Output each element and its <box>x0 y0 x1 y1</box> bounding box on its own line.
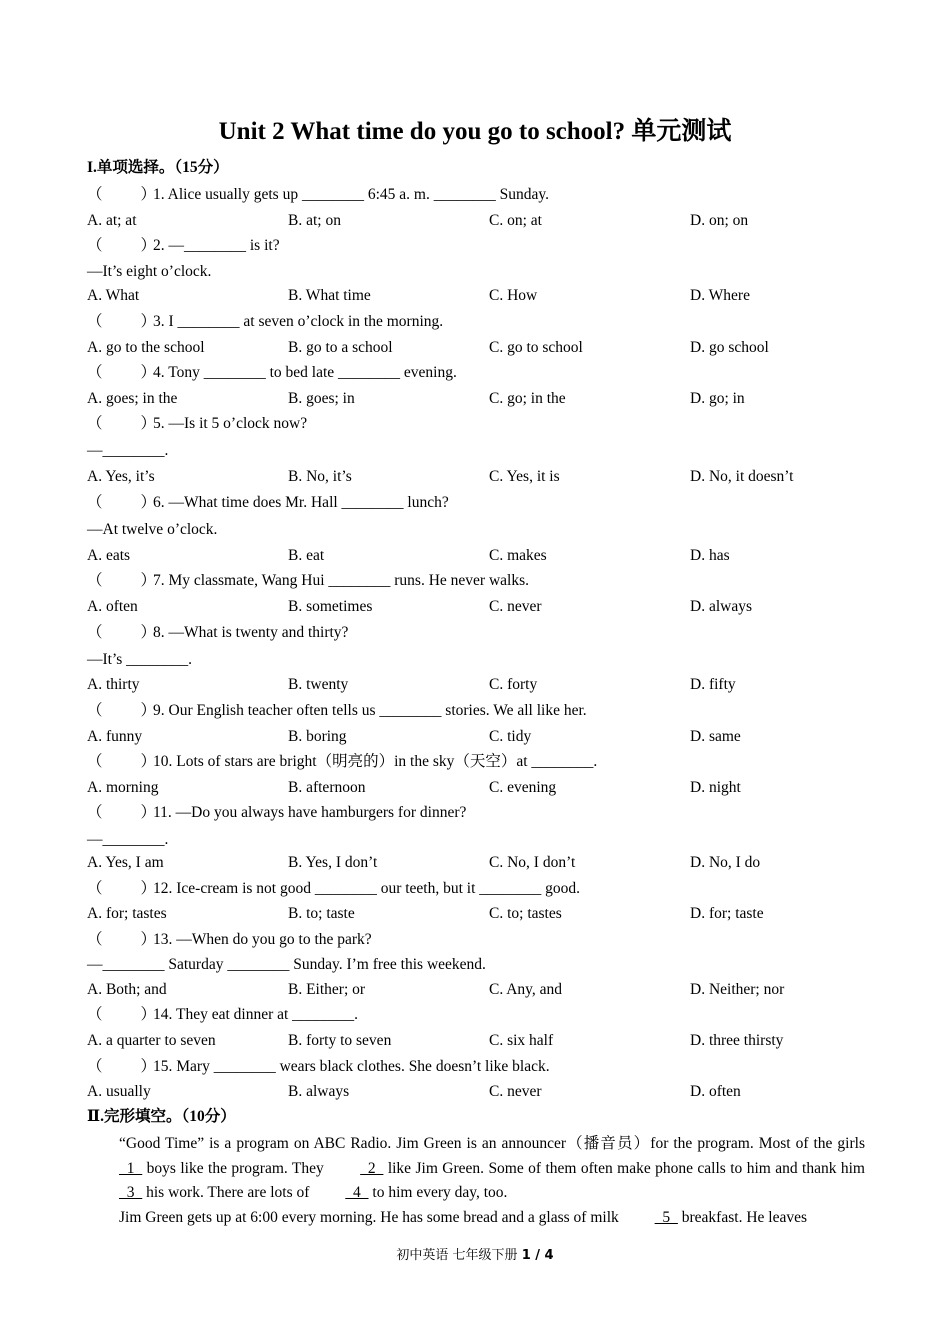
option-d[interactable]: D. go school <box>690 339 769 356</box>
option-d[interactable]: D. on; on <box>690 212 749 229</box>
option-a[interactable]: A. a quarter to seven <box>87 1032 216 1049</box>
cloze-text: breakfast. He leaves <box>677 1209 807 1226</box>
cloze-blank-2: 2 <box>360 1159 384 1177</box>
question-reply: —________. <box>87 442 169 459</box>
option-b[interactable]: B. forty to seven <box>288 1032 392 1049</box>
option-b[interactable]: B. twenty <box>288 676 349 693</box>
question-stem <box>87 752 597 772</box>
question-text: 1. Alice usually gets up ________ 6:45 a. m. ________ Sunday. <box>153 186 549 203</box>
option-b[interactable]: B. at; on <box>288 212 341 229</box>
option-a[interactable]: A. often <box>87 598 138 615</box>
option-a[interactable]: A. Yes, I am <box>87 854 164 871</box>
question-stem <box>87 363 457 383</box>
page-number: 1 / 4 <box>521 1248 554 1263</box>
option-row <box>87 546 887 566</box>
option-d[interactable]: D. three thirsty <box>690 1032 784 1049</box>
option-b[interactable]: B. What time <box>288 287 371 304</box>
option-c[interactable]: C. How <box>489 287 538 304</box>
cloze-text: boys like the program. They <box>142 1159 329 1177</box>
option-c[interactable]: C. never <box>489 1083 542 1100</box>
option-d[interactable]: D. often <box>690 1083 741 1100</box>
option-b[interactable]: B. No, it’s <box>288 468 352 485</box>
option-c[interactable]: C. Yes, it is <box>489 468 560 485</box>
question-text: 6. —What time does Mr. Hall ________ lunch? <box>153 494 449 511</box>
answer-bracket[interactable]: （ ） <box>87 624 157 641</box>
question-text: 8. —What is twenty and thirty? <box>153 624 349 641</box>
question-stem <box>87 803 466 823</box>
option-row <box>87 211 887 231</box>
question-text: 5. —Is it 5 o’clock now? <box>153 415 308 432</box>
question-stem <box>87 623 348 643</box>
answer-bracket[interactable]: （ ） <box>87 880 157 897</box>
option-c[interactable]: C. Any, and <box>489 981 563 998</box>
question-text: 3. I ________ at seven o’clock in the morning. <box>153 313 444 330</box>
option-b[interactable]: B. to; taste <box>288 905 355 922</box>
question-reply: —It’s eight o’clock. <box>87 263 212 280</box>
option-c[interactable]: C. evening <box>489 779 557 796</box>
option-a[interactable]: A. for; tastes <box>87 905 167 922</box>
page-title: Unit 2 What time do you go to school? 单元测试 <box>218 118 732 145</box>
question-stem <box>87 879 580 899</box>
option-d[interactable]: D. same <box>690 728 741 745</box>
question-stem <box>87 571 529 591</box>
question-stem <box>87 701 587 721</box>
answer-bracket[interactable]: （ ） <box>87 313 157 330</box>
option-a[interactable]: A. usually <box>87 1083 151 1100</box>
option-d[interactable]: D. Neither; nor <box>690 981 785 998</box>
option-c[interactable]: C. tidy <box>489 728 532 745</box>
option-c[interactable]: C. never <box>489 598 542 615</box>
option-a[interactable]: A. What <box>87 287 140 304</box>
footer-text: 初中英语 七年级下册 <box>396 1248 522 1263</box>
option-d[interactable]: D. No, I do <box>690 854 761 871</box>
option-c[interactable]: C. to; tastes <box>489 905 562 922</box>
option-a[interactable]: A. goes; in the <box>87 390 178 407</box>
question-text: 7. My classmate, Wang Hui ________ runs. He never walks. <box>153 572 529 589</box>
question-reply: —At twelve o’clock. <box>87 521 218 538</box>
option-c[interactable]: C. forty <box>489 676 538 693</box>
option-row <box>87 389 887 409</box>
answer-bracket[interactable]: （ ） <box>87 1006 157 1023</box>
option-d[interactable]: D. always <box>690 598 752 615</box>
option-row <box>87 1031 887 1051</box>
answer-bracket[interactable]: （ ） <box>87 494 157 511</box>
question-text: 13. —When do you go to the park? <box>153 931 372 948</box>
question-text: 15. Mary ________ wears black clothes. She doesn’t like black. <box>153 1058 550 1075</box>
option-b[interactable]: B. afternoon <box>288 779 366 796</box>
answer-bracket[interactable]: （ ） <box>87 415 157 432</box>
answer-bracket[interactable]: （ ） <box>87 572 157 589</box>
page-footer <box>0 1247 950 1265</box>
option-d[interactable]: D. go; in <box>690 390 745 407</box>
option-b[interactable]: B. Yes, I don’t <box>288 854 378 871</box>
question-text: 4. Tony ________ to bed late ________ evening. <box>153 364 457 381</box>
option-c[interactable]: C. six half <box>489 1032 554 1049</box>
cloze-blank-4: 4 <box>345 1184 369 1201</box>
option-a[interactable]: A. at; at <box>87 212 137 229</box>
option-b[interactable]: B. sometimes <box>288 598 373 615</box>
option-a[interactable]: A. morning <box>87 779 159 796</box>
cloze-blank-1: 1 <box>119 1159 143 1177</box>
answer-bracket[interactable]: （ ） <box>87 804 157 821</box>
answer-bracket[interactable]: （ ） <box>87 237 157 254</box>
cloze-text: “Good Time” is a program on ABC Radio. Jim Green is an announcer（播音员）for the program. Most of the girls <box>119 1135 865 1152</box>
answer-bracket[interactable]: （ ） <box>87 931 157 948</box>
question-stem <box>87 236 280 256</box>
option-a[interactable]: A. funny <box>87 728 143 745</box>
answer-bracket[interactable]: （ ） <box>87 186 157 203</box>
question-text: 12. Ice-cream is not good ________ our teeth, but it ________ good. <box>153 880 581 897</box>
question-stem <box>87 930 372 950</box>
question-reply: —It’s ________. <box>87 651 193 668</box>
option-b[interactable]: B. goes; in <box>288 390 355 407</box>
question-stem <box>87 493 449 513</box>
answer-bracket[interactable]: （ ） <box>87 1058 157 1075</box>
option-row <box>87 980 887 1000</box>
section-heading-single-choice: I.单项选择。（15分） <box>87 159 229 176</box>
option-b[interactable]: B. Either; or <box>288 981 366 998</box>
question-reply: —________ Saturday ________ Sunday. I’m free this weekend. <box>87 956 486 973</box>
option-b[interactable]: B. eat <box>288 547 325 564</box>
cloze-text: like Jim Green. Some of them often make phone calls to him and thank him <box>383 1159 865 1177</box>
question-text: 14. They eat dinner at ________. <box>153 1006 359 1023</box>
option-row <box>87 338 887 358</box>
option-a[interactable]: A. eats <box>87 547 131 564</box>
option-c[interactable]: C. No, I don’t <box>489 854 576 871</box>
question-text: 11. —Do you always have hamburgers for dinner? <box>153 804 467 821</box>
question-text: 2. —________ is it? <box>153 237 280 254</box>
option-c[interactable]: C. on; at <box>489 212 542 229</box>
question-text: 9. Our English teacher often tells us ________ stories. We all like her. <box>153 702 587 719</box>
option-c[interactable]: C. go to school <box>489 339 583 356</box>
option-row <box>87 286 887 306</box>
option-a[interactable]: A. go to the school <box>87 339 205 356</box>
answer-bracket[interactable]: （ ） <box>87 753 157 770</box>
option-d[interactable]: D. fifty <box>690 676 736 693</box>
option-c[interactable]: C. go; in the <box>489 390 566 407</box>
option-c[interactable]: C. makes <box>489 547 547 564</box>
option-d[interactable]: D. has <box>690 547 730 564</box>
option-row <box>87 904 887 924</box>
option-row <box>87 467 887 487</box>
cloze-paragraph-2 <box>87 1206 865 1231</box>
option-row <box>87 727 887 747</box>
question-stem <box>87 1005 358 1025</box>
section-heading-cloze: Ⅱ.完形填空。（10分） <box>87 1108 236 1125</box>
cloze-text: his work. There are lots of <box>142 1184 314 1201</box>
option-b[interactable]: B. always <box>288 1083 350 1100</box>
option-row <box>87 853 887 873</box>
question-stem <box>87 185 549 205</box>
option-d[interactable]: D. night <box>690 779 741 796</box>
option-row <box>87 597 887 617</box>
question-stem <box>87 1057 550 1077</box>
option-a[interactable]: A. thirty <box>87 676 140 693</box>
question-stem <box>87 414 307 434</box>
option-a[interactable]: A. Both; and <box>87 981 167 998</box>
answer-bracket[interactable]: （ ） <box>87 702 157 719</box>
option-d[interactable]: D. No, it doesn’t <box>690 468 794 485</box>
option-b[interactable]: B. go to a school <box>288 339 393 356</box>
cloze-blank-5: 5 <box>654 1209 678 1226</box>
option-d[interactable]: D. for; taste <box>690 905 764 922</box>
question-reply: —________. <box>87 831 169 848</box>
question-stem <box>87 312 443 332</box>
option-row <box>87 1082 887 1102</box>
answer-bracket[interactable]: （ ） <box>87 364 157 381</box>
option-row <box>87 675 887 695</box>
cloze-blank-3: 3 <box>119 1184 143 1201</box>
question-text: 10. Lots of stars are bright（明亮的）in the sky（天空）at ________. <box>153 753 598 770</box>
option-a[interactable]: A. Yes, it’s <box>87 468 155 485</box>
option-row <box>87 778 887 798</box>
cloze-text: to him every day, too. <box>368 1184 508 1201</box>
option-b[interactable]: B. boring <box>288 728 347 745</box>
option-d[interactable]: D. Where <box>690 287 750 304</box>
cloze-text: Jim Green gets up at 6:00 every morning. He has some bread and a glass of milk <box>119 1209 623 1226</box>
cloze-paragraph-1 <box>87 1132 865 1206</box>
